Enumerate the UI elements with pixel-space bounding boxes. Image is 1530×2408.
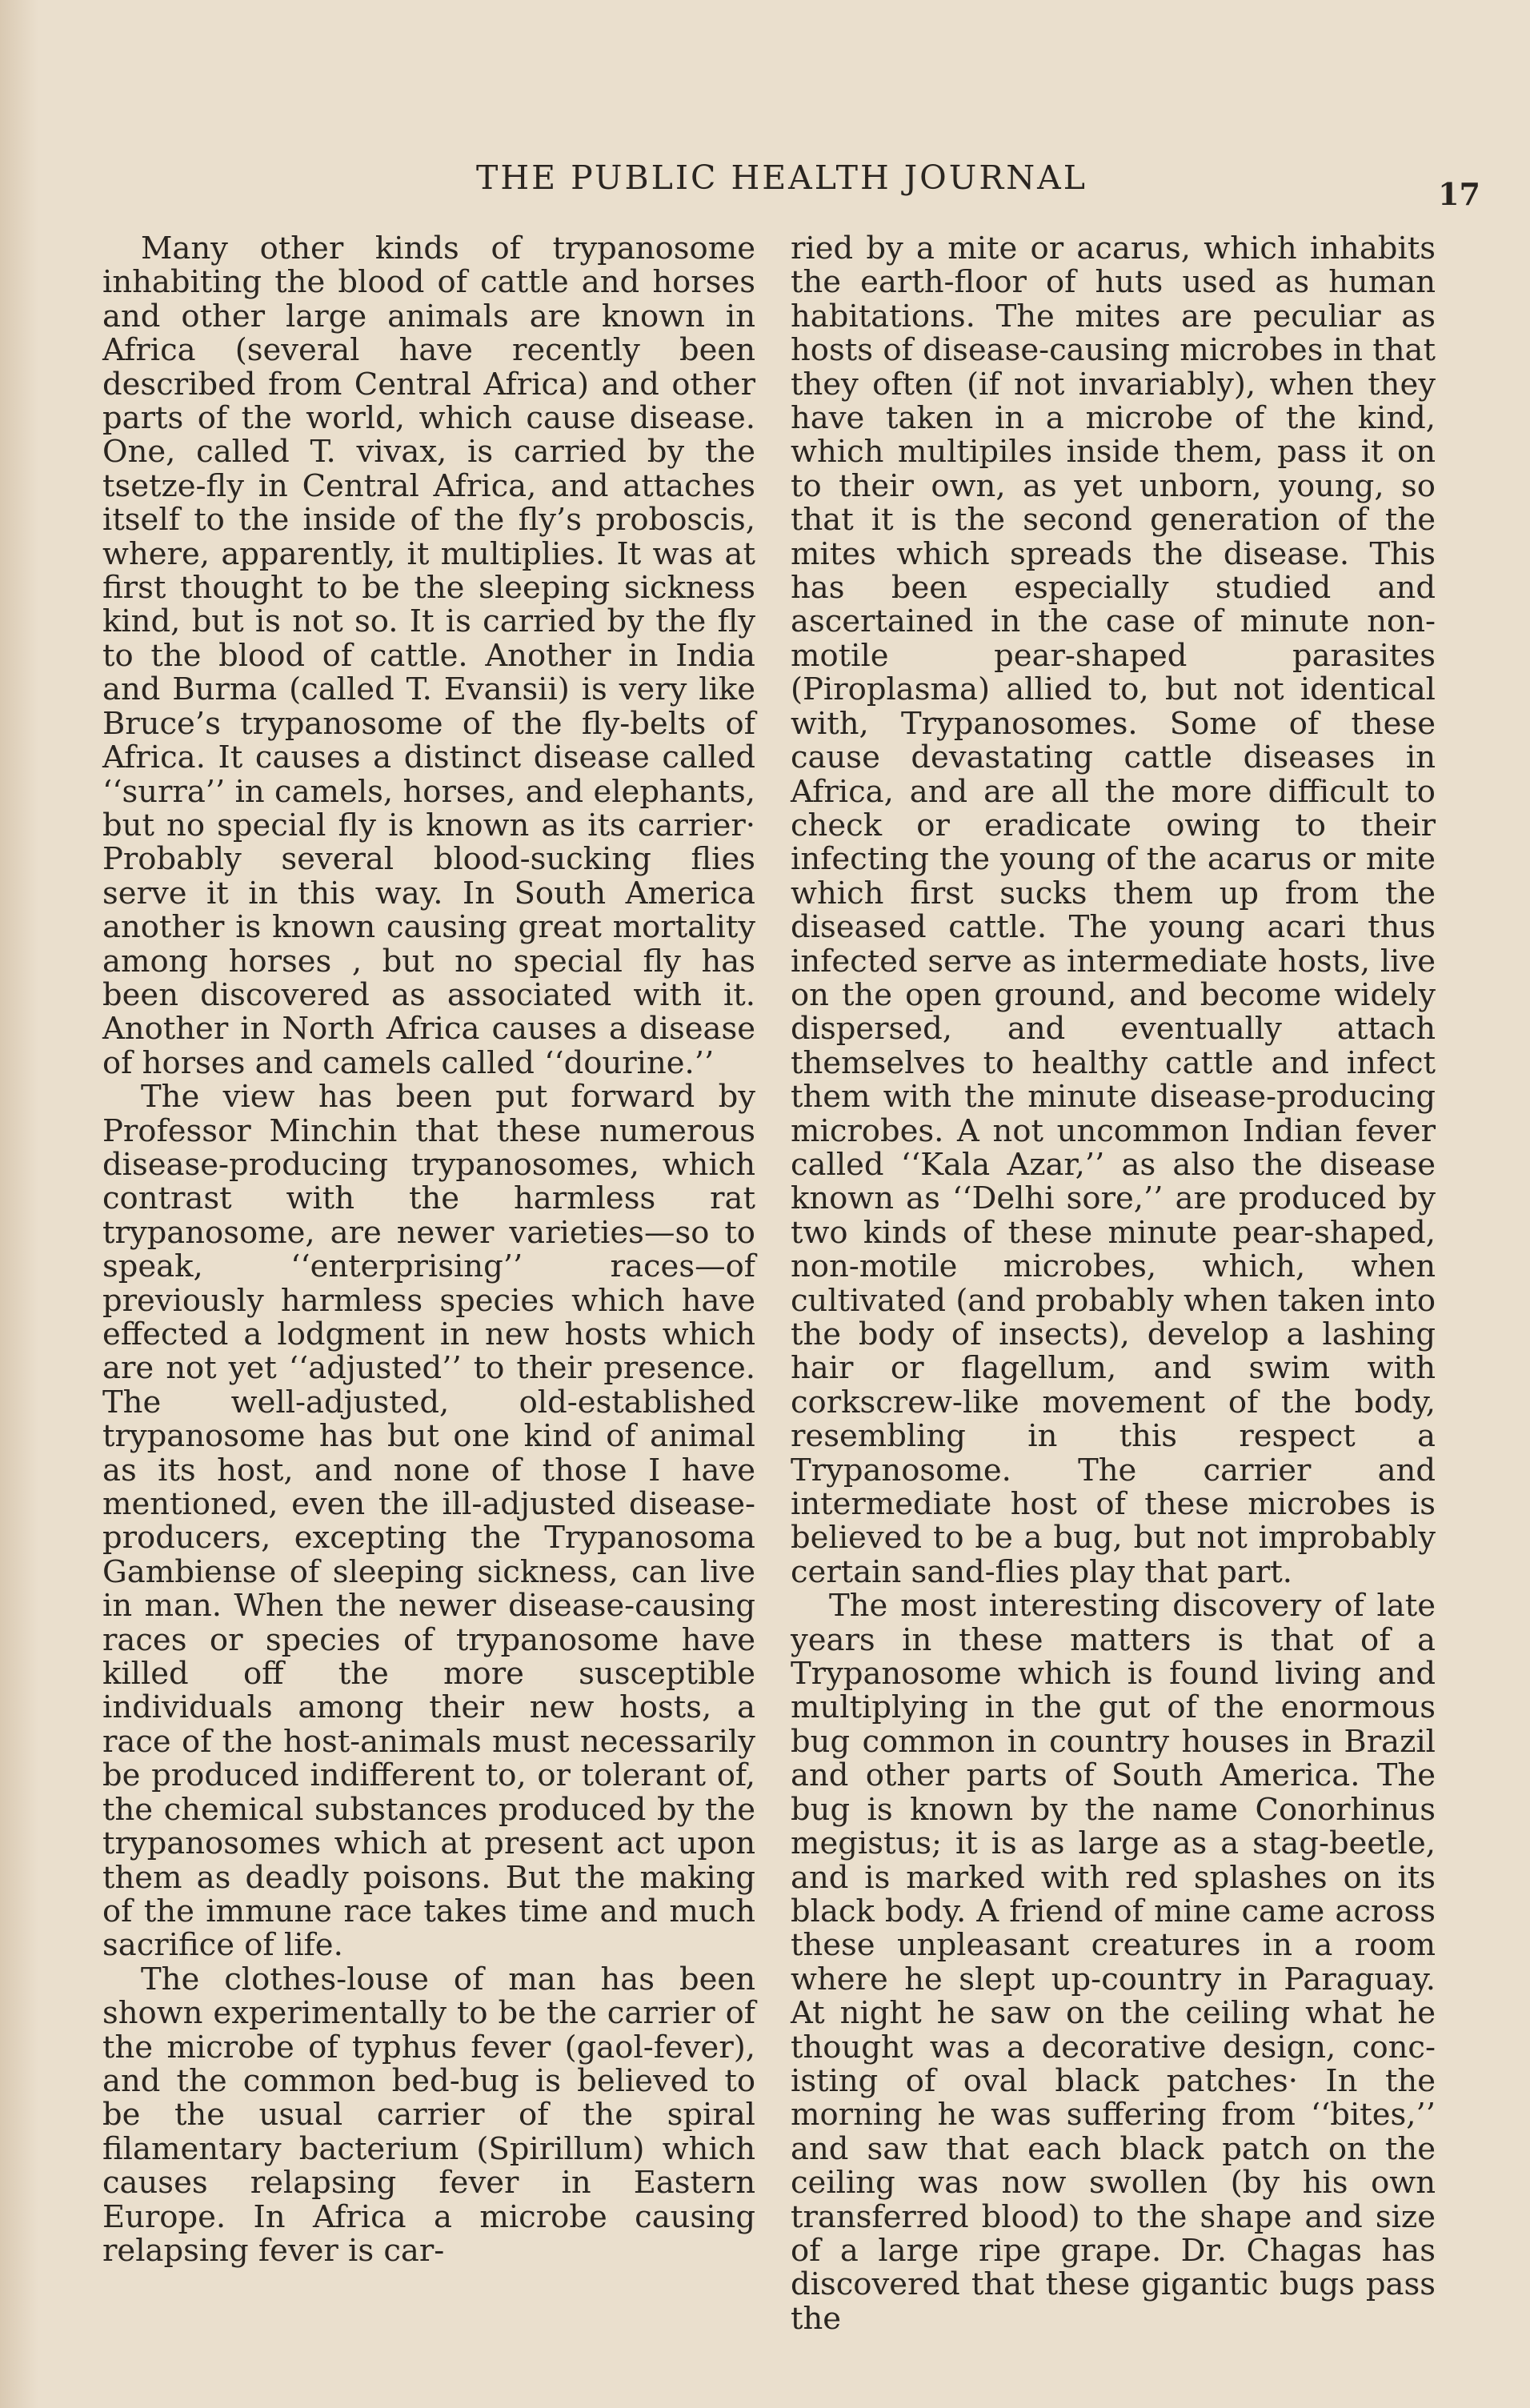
running-head — [0, 158, 1530, 212]
journal-title: THE PUBLIC HEALTH JOURNAL — [476, 158, 1087, 197]
left-paragraph-minchin-view: The view has been put forward by Professor Minchin that these numerous disease-producing trypanosomes, which contrast with the harmless rat trypanosome, are newer varieties—so to speak, ‘‘enterprising’’ races—of previously harmless species which have effected a lodgment in new hosts which are not yet ‘‘adjusted’’ to their presence. The well-adjusted, old-established trypanosome has but one kind of animal as its host, and none of those I have mentioned, even the ill-adjusted disease-producers, excepting the Trypanosoma Gambiense of sleeping sickness, can live in man. When the newer disease-causing races or species of trypanosome have killed off the more susceptible individuals among their new hosts, a race of the host-animals must necessarily be produced indifferent to, or tolerant of, the chemical substances produced by the trypanosomes which at present act upon them as deadly poisons. But the making of the immune race takes time and much sacrifice of life. — [102, 1079, 755, 1964]
page-edge-shadow — [0, 0, 38, 2408]
right-column — [791, 230, 1436, 2337]
left-paragraph-louse-carrier: The clothes-louse of man has been shown experimentally to be the carrier of the microbe of typhus fever (gaol-fever), and the common bed-bug is believed to be the usual carrier of the spiral filamentary bacterium (Spirillum) which causes relapsing fever in Eastern Europe. In Africa a microbe causing relapsing fever is car- — [102, 1961, 755, 2269]
right-paragraph-mite-carrier: ried by a mite or acarus, which inhabits the earth-floor of huts used as human habitations. The mites are peculiar as hosts of disease-causing microbes in that they often (if not invariably), when they have taken in a microbe of the kind, which multipiles inside them, pass it on to their own, as yet unborn, young, so that it is the second generation of the mites which spreads the disease. This has been especially studied and ascertained in the case of minute non-motile pear-shaped parasites (Piroplasma) allied to, but not identical with, Trypanosomes. Some of these cause devastating cattle diseases in Africa, and are all the more difficult to check or eradicate owing to their infecting the young of the acarus or mite which first sucks them up from the diseased cattle. The young acari thus infected serve as intermediate hosts, live on the open ground, and become widely dispersed, and eventually attach themselves to healthy cattle and infect them with the minute disease-producing microbes. A not uncommon Indian fever called ‘‘Kala Azar,’’ as also the disease known as ‘‘Delhi sore,’’ are produced by two kinds of these minute pear-shaped, non-motile microbes, which, when cultivated (and probably when taken into the body of insects), develop a lashing hair or flagellum, and swim with corkscrew-like movement of the body, resembling in this respect a Trypanosome. The carrier and intermediate host of these microbes is believed to be a bug, but not improbably certain sand-flies play that part. — [791, 230, 1436, 1590]
left-paragraph-trypanosome-kinds: Many other kinds of trypanosome inhabiting the blood of cattle and horses and other large animals are known in Africa (several have recently been described from Central Africa) and other parts of the world, which cause disease. One, called T. vivax, is carried by the tsetze-fly in Central Africa, and attaches itself to the inside of the fly’s proboscis, where, apparently, it multiplies. It was at first thought to be the sleeping sickness kind, but is not so. It is carried by the fly to the blood of cattle. Another in India and Burma (called T. Evansii) is very like Bruce’s trypanosome of the fly-belts of Africa. It causes a distinct disease called ‘‘surra’’ in camels, horses, and elephants, but no special fly is known as its carrier· Probably several blood-sucking flies serve it in this way. In South America another is known causing great mortality among horses , but no special fly has been discovered as associated with it. Another in North Africa causes a disease of horses and camels called ‘‘dourine.’’ — [102, 230, 755, 1081]
right-paragraph-chagas-discovery: The most interesting discovery of late years in these matters is that of a Trypanosome which is found living and multiplying in the gut of the enormous bug common in country houses in Brazil and other parts of South America. The bug is known by the name Conorhinus megistus; it is as large as a stag-beetle, and is marked with red splashes on its black body. A friend of mine came across these unpleasant creatures in a room where he slept up-country in Paraguay. At night he saw on the ceiling what he thought was a decorative design, concisting of oval black patches· In the morning he was suffering from ‘‘bites,’’ and saw that each black patch on the ceiling was now swollen (by his own transferred blood) to the shape and size of a large ripe grape. Dr. Chagas has discovered that these gigantic bugs pass the — [791, 1588, 1436, 2337]
left-column — [102, 230, 755, 2269]
page-number: 17 — [1438, 176, 1480, 212]
